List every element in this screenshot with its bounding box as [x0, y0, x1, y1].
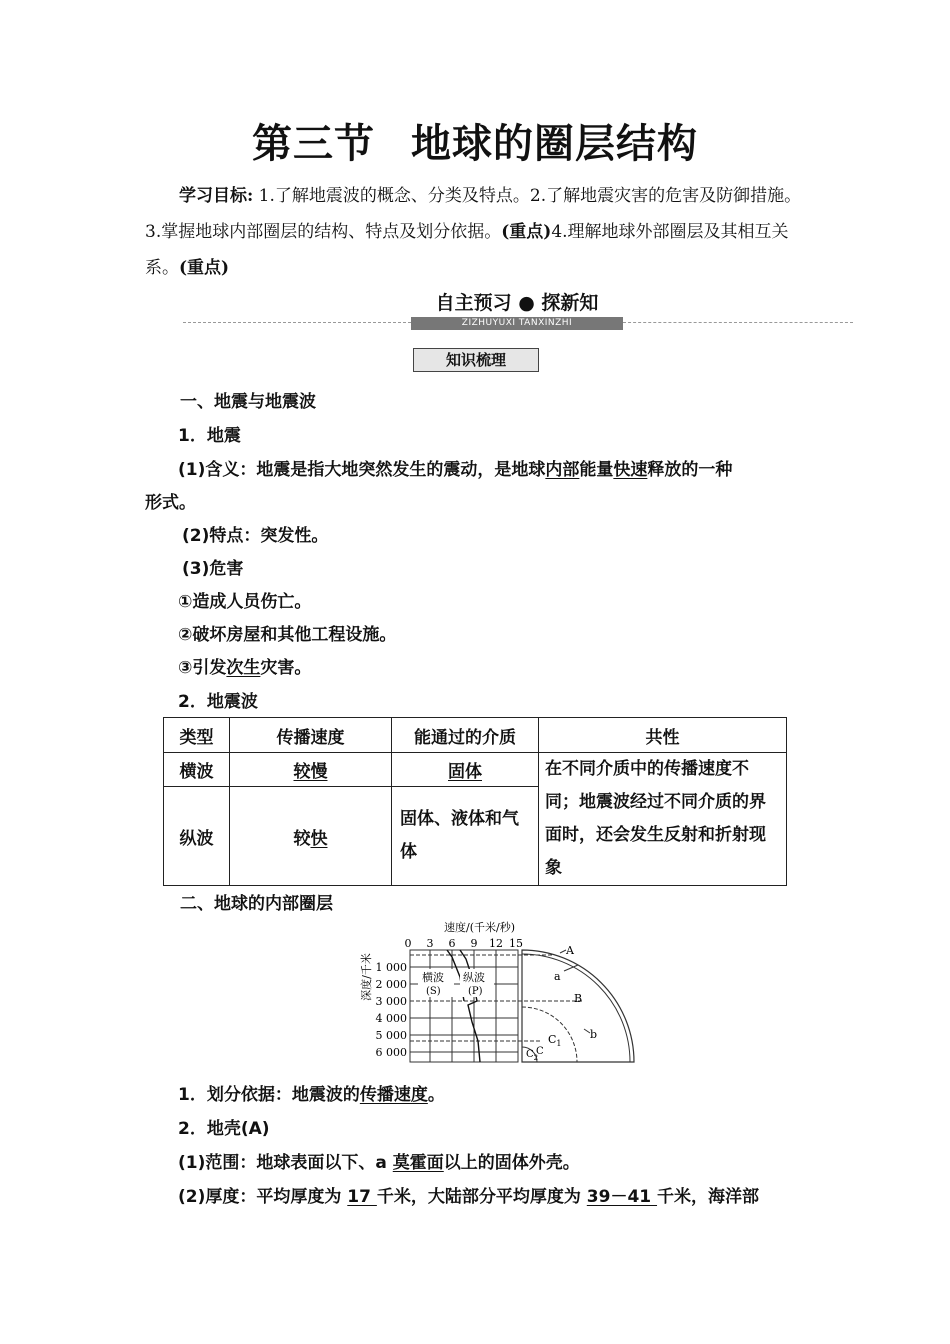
title-topic: 地球的圈层结构 [411, 120, 698, 167]
page-title [0, 112, 950, 169]
speed-tick: 9 [470, 937, 478, 950]
cell-speed-p: 较快 [230, 787, 392, 886]
knowledge-tag: 知识梳理 [413, 348, 539, 372]
speed-tick: 3 [426, 937, 434, 950]
depth-tick: 5 000 [375, 1029, 407, 1042]
section-1-heading: 一、地震与地震波 [180, 392, 316, 412]
crust-range-line: (1)范围：地球表面以下、a 莫霍面以上的固体外壳。 [178, 1153, 580, 1173]
banner-divider-left [183, 322, 411, 323]
definition-line-2: 形式。 [145, 493, 196, 513]
layer-label-B: B [574, 992, 583, 1005]
goals-label: 学习目标: [179, 186, 254, 206]
banner-divider-right [623, 322, 853, 323]
harm-item-2: ②破坏房屋和其他工程设施。 [178, 625, 397, 645]
depth-axis-title: 深度/千米 [360, 953, 373, 1001]
speed-tick: 6 [448, 937, 456, 950]
layer-label-a: a [554, 970, 561, 983]
answer-fast: 快速 [613, 460, 648, 480]
speed-tick: 12 [489, 937, 503, 950]
speed-axis-title: 速度/(千米/秒) [444, 921, 515, 934]
s-wave-symbol: (S) [426, 986, 441, 997]
chart-grid [410, 950, 518, 1062]
crust-heading: 2．地壳(A) [178, 1119, 270, 1139]
speed-tick: 15 [509, 937, 523, 950]
goals-text-2: 4.理解地球外部圈层及其相互关系。 [145, 222, 789, 278]
title-section: 第三节 [252, 120, 375, 167]
depth-tick: 3 000 [375, 995, 407, 1008]
subsection-earthquake: 1．地震 [178, 426, 241, 446]
learning-goals [145, 178, 810, 286]
table-header-row [164, 718, 787, 753]
goals-key-1: (重点) [501, 222, 552, 242]
harm-item-3: ③引发次生灾害。 [178, 658, 312, 678]
layer-label-C: C [536, 1046, 544, 1057]
cell-medium-s: 固体 [392, 753, 539, 787]
basis-line: 1．划分依据：地震波的传播速度。 [178, 1085, 445, 1105]
earth-interior-figure [352, 917, 642, 1069]
header-medium: 能通过的介质 [392, 718, 539, 753]
header-common: 共性 [539, 718, 787, 753]
cell-medium-p: 固体、液体和气体 [392, 787, 539, 886]
speed-tick: 0 [404, 937, 412, 950]
harm-item-1: ①造成人员伤亡。 [178, 592, 312, 612]
s-wave-label: 横波 [422, 971, 444, 984]
speed-ticks [405, 937, 524, 950]
table-row [164, 753, 787, 787]
depth-tick: 1 000 [375, 961, 407, 974]
cell-speed-s: 较慢 [230, 753, 392, 787]
answer-continental-thickness: 39－41 [586, 1187, 658, 1207]
layer-label-b: b [590, 1028, 598, 1041]
subsection-seismic-wave: 2．地震波 [178, 692, 258, 712]
answer-moho: 莫霍面 [392, 1153, 444, 1173]
section-banner [411, 290, 623, 330]
banner-title: 自主预习 ● 探新知 [435, 292, 599, 314]
section-2-heading: 二、地球的内部圈层 [180, 894, 333, 914]
seismic-wave-table [163, 717, 787, 886]
goals-text: 1.了解地震波的概念、分类及特点。2.了解地震灾害的危害及防御措施。3.掌握地球内部圈层的结构、特点及划分依据。 [145, 186, 802, 242]
banner-subtitle: ZIZHUYUXI TANXINZHI [411, 317, 623, 330]
cell-type-p: 纵波 [164, 787, 230, 886]
p-wave-symbol: (P) [468, 986, 483, 997]
depth-ticks [376, 961, 408, 1059]
definition-line: (1)含义：地震是指大地突然发生的震动，是地球内部能量快速释放的一种 [178, 460, 733, 480]
goals-key-2: (重点) [179, 258, 230, 278]
cell-type-s: 横波 [164, 753, 230, 787]
header-speed: 传播速度 [230, 718, 392, 753]
layer-label-A: A [566, 944, 574, 957]
depth-tick: 2 000 [375, 978, 407, 991]
header-type: 类型 [164, 718, 230, 753]
answer-internal: 内部 [545, 460, 580, 480]
answer-secondary: 次生 [226, 658, 261, 678]
depth-tick: 4 000 [375, 1012, 407, 1025]
depth-tick: 6 000 [375, 1046, 407, 1059]
p-wave-label: 纵波 [463, 971, 485, 984]
answer-avg-thickness: 17 [347, 1187, 377, 1207]
answer-propagation-speed: 传播速度 [359, 1085, 428, 1105]
cell-common: 在不同介质中的传播速度不同；地震波经过不同介质的界面时，还会发生反射和折射现象 [539, 753, 787, 886]
layer-label-C1: $C_1$ [548, 1033, 562, 1048]
crust-thickness-line: (2)厚度：平均厚度为 17 千米，大陆部分平均厚度为 39－41 千米，海洋部 [178, 1187, 760, 1207]
layer-label-C2: $C_2$ [526, 1049, 539, 1062]
harm-heading: (3)危害 [182, 559, 244, 579]
feature-line: (2)特点：突发性。 [182, 526, 329, 546]
